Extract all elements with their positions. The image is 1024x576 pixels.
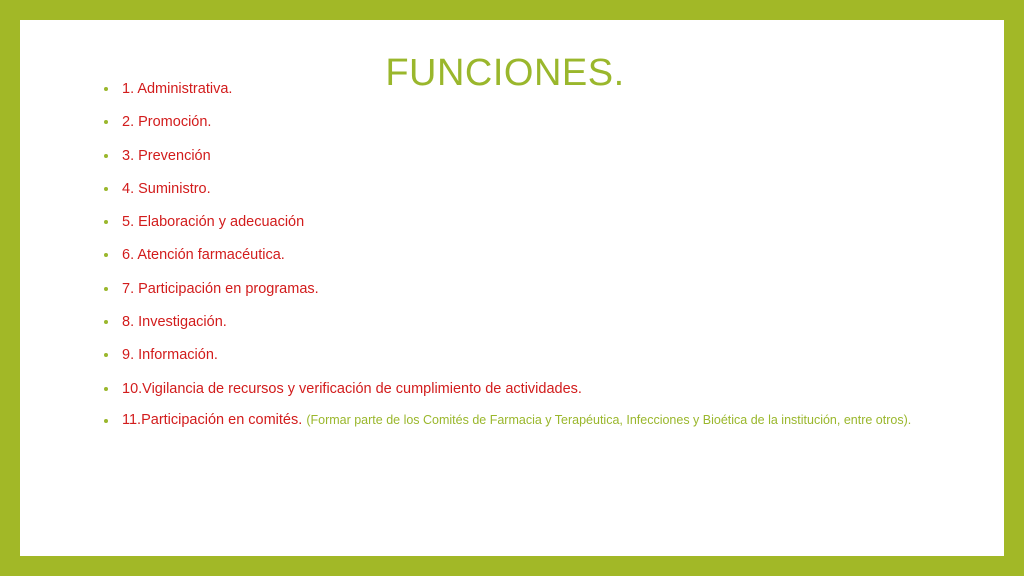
list-item-label: 11.Participación en comités bbox=[122, 411, 299, 428]
bullet-icon bbox=[104, 419, 108, 423]
list-item bbox=[104, 76, 944, 109]
list-item-label: 6. Atención farmacéutica. bbox=[122, 247, 285, 264]
list-item-label: 8. Investigación. bbox=[122, 314, 227, 331]
bullet-icon bbox=[104, 187, 108, 191]
list-item-label: 1. Administrativa. bbox=[122, 81, 233, 97]
list-item bbox=[104, 209, 944, 242]
bullet-icon bbox=[104, 287, 108, 291]
bullet-icon bbox=[104, 320, 108, 324]
bullet-icon bbox=[104, 154, 108, 158]
list-item bbox=[104, 376, 944, 409]
list-item bbox=[104, 176, 944, 209]
list-item bbox=[104, 342, 944, 375]
bullet-icon bbox=[104, 353, 108, 357]
list-item-label: 7. Participación en programas. bbox=[122, 280, 319, 297]
bullet-icon bbox=[104, 87, 108, 91]
list-item-label: 10.Vigilancia de recursos y verificación de cumplimiento de actividades. bbox=[122, 380, 582, 397]
bullet-icon bbox=[104, 253, 108, 257]
list-item-label: 5. Elaboración y adecuación bbox=[122, 214, 305, 231]
list-item bbox=[104, 309, 944, 342]
list-item bbox=[104, 109, 944, 142]
list-item-label: 2. Promoción. bbox=[122, 114, 212, 131]
slide bbox=[20, 20, 1004, 556]
list-item bbox=[104, 409, 944, 429]
list-item-note: (Formar parte de los Comités de Farmacia y Terapéutica, Infecciones y Bioética de la institución, entre otros). bbox=[306, 412, 912, 427]
list-item-label: 3. Prevención bbox=[122, 147, 211, 164]
bullet-icon bbox=[104, 120, 108, 124]
list-item bbox=[104, 276, 944, 309]
list-item-separator: . bbox=[298, 411, 307, 428]
list-item-label: 9. Información. bbox=[122, 347, 218, 364]
list-item bbox=[104, 242, 944, 275]
bullet-icon bbox=[104, 387, 108, 391]
list-item-label: 4. Suministro. bbox=[122, 180, 211, 197]
bullet-icon bbox=[104, 220, 108, 224]
list-item bbox=[104, 143, 944, 176]
functions-list bbox=[104, 76, 944, 429]
slide-title: FUNCIONES. bbox=[385, 52, 625, 94]
